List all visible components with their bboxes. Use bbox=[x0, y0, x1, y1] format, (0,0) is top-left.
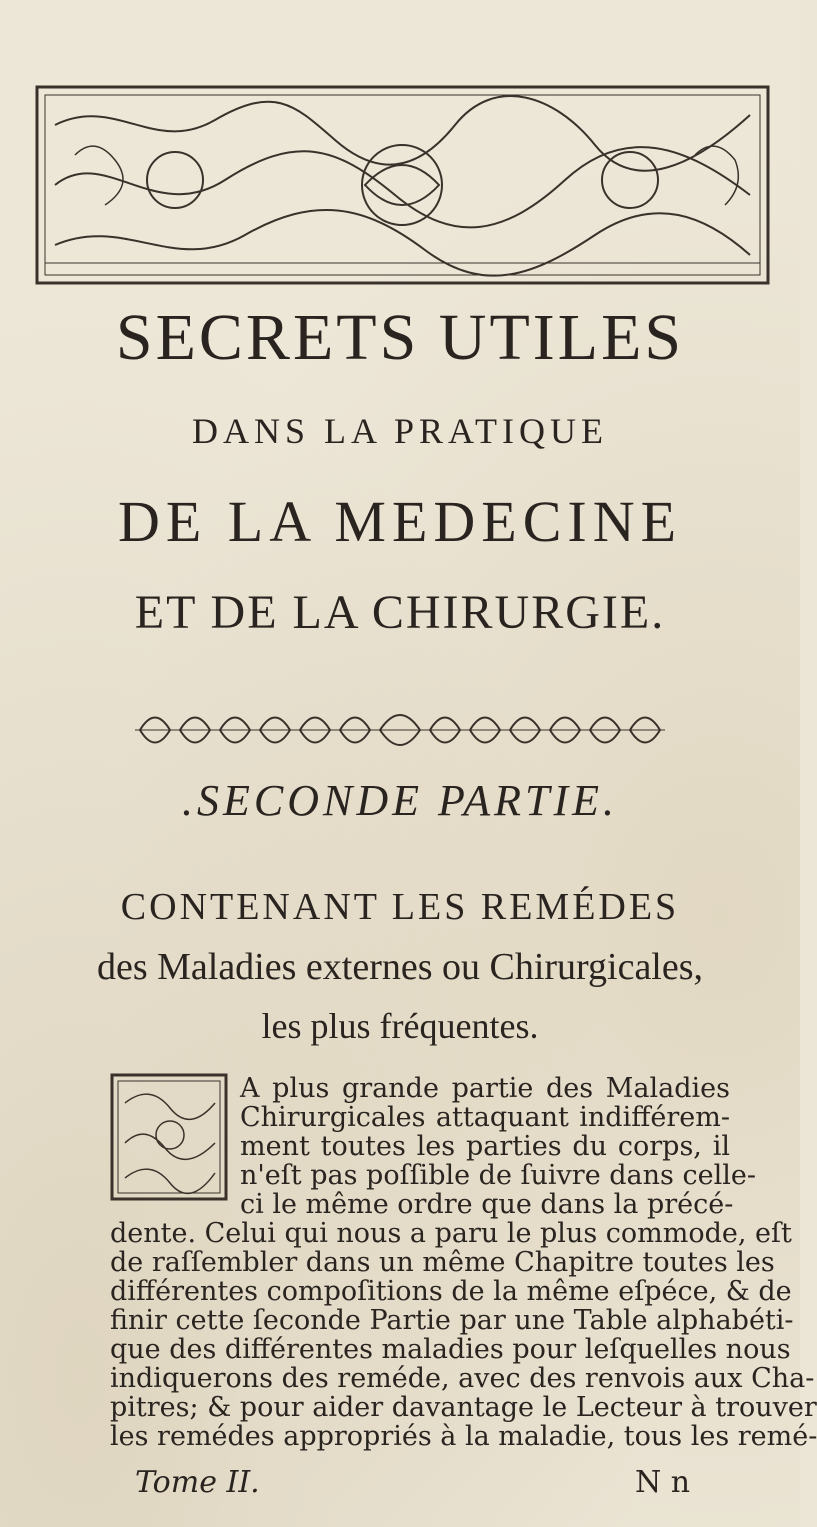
subtitle-medecine: DE LA MEDECINE bbox=[117, 489, 683, 554]
text-line: ment toutes les parties du corps, il bbox=[240, 1131, 730, 1162]
signature-mark: N n bbox=[635, 1465, 691, 1500]
contents-line-2: des Maladies externes ou Chirurgicales, bbox=[96, 946, 704, 988]
text-line: indiquerons des reméde, avec des renvois aux Cha- bbox=[110, 1363, 815, 1394]
text-line: A plus grande partie des Maladies bbox=[240, 1073, 730, 1104]
contents-line-3: les plus fréquentes. bbox=[261, 1006, 539, 1046]
text-line: différentes compoſitions de la même eſpéce, & de bbox=[110, 1276, 792, 1307]
part-heading: .SECONDE PARTIE. bbox=[182, 776, 618, 825]
text-line: finir cette ſeconde Partie par une Table alphabéti- bbox=[110, 1305, 794, 1336]
subtitle-pratique: DANS LA PRATIQUE bbox=[191, 411, 609, 451]
volume-footer: Tome II. bbox=[135, 1465, 260, 1500]
ornamental-headpiece bbox=[35, 85, 770, 285]
body-paragraph-continued bbox=[110, 1218, 817, 1452]
body-paragraph-opening bbox=[240, 1073, 756, 1220]
text-line: les remédes appropriés à la maladie, tous les remé- bbox=[110, 1421, 817, 1452]
text-line: dente. Celui qui nous a paru le plus commode, eſt bbox=[110, 1218, 792, 1249]
subtitle-chirurgie: ET DE LA CHIRURGIE. bbox=[134, 586, 666, 639]
decorated-initial-frame bbox=[110, 1073, 228, 1201]
main-title: SECRETS UTILES bbox=[115, 301, 685, 374]
text-line: de raſſembler dans un même Chapitre toutes les bbox=[110, 1247, 775, 1278]
text-line: Chirurgicales attaquant indifférem- bbox=[240, 1102, 730, 1133]
fleuron-rule bbox=[135, 700, 665, 760]
text-line: pitres; & pour aider davantage le Lecteur à trouver bbox=[110, 1392, 817, 1423]
contents-heading: CONTENANT LES REMÉDES bbox=[120, 886, 680, 928]
text-line: n'eſt pas poſſible de ſuivre dans celle- bbox=[240, 1160, 756, 1191]
text-line: que des différentes maladies pour leſquelles nous bbox=[110, 1334, 791, 1365]
text-line: ci le même ordre que dans la précé- bbox=[240, 1189, 734, 1220]
